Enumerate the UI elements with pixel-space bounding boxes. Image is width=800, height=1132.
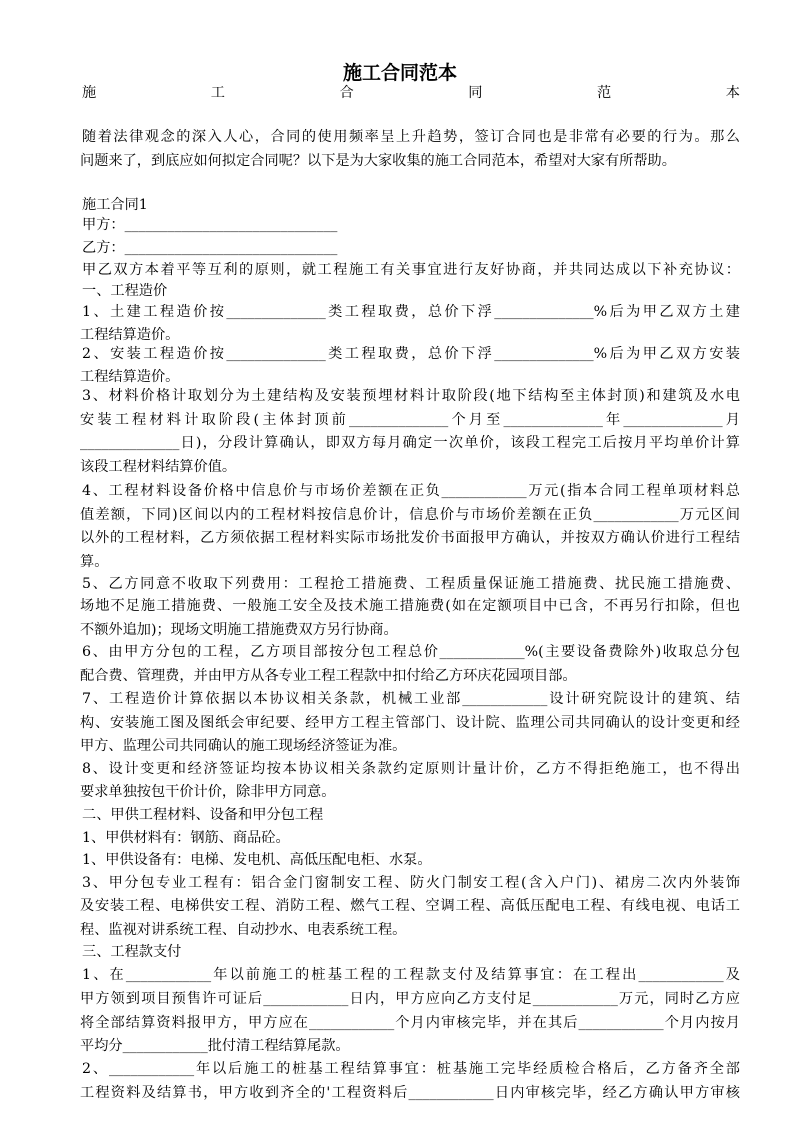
body-line: 乙方：______________________________	[82, 240, 338, 256]
body-line: 三、工程款支付	[82, 944, 182, 960]
body-line: 8、设计变更和经济签证均按本协议相关条款约定原则计量计价，乙方不得拒绝施工，也不得出	[82, 761, 740, 777]
body-line: 一、工程造价	[82, 283, 168, 299]
body-line: 配合费、管理费，并由甲方从各专业工程工程款中扣付给乙方环庆花园项目部。	[80, 668, 577, 684]
body-line: 随着法律观念的深入人心，合同的使用频率呈上升趋势，签订合同也是非常有必要的行为。那么	[82, 129, 740, 145]
body-line: 及安装工程、电梯供安工程、消防工程、燃气工程、空调工程、高低压配电工程、有线电视、电话工	[80, 898, 740, 914]
body-line: 将全部结算资料报甲方，甲方应在____________个月内审核完毕，并在其后____________个月内按月	[80, 1015, 740, 1031]
body-line: 3、甲分包专业工程有：铝合金门窗制安工程、防火门制安工程(含入户门)、裙房二次内外装饰	[82, 875, 740, 891]
body-line: 5、乙方同意不收取下列费用：工程抢工措施费、工程质量保证施工措施费、扰民施工措施费、	[82, 576, 740, 592]
body-line: 工程结算造价。	[80, 369, 180, 385]
body-line: 算。	[80, 554, 109, 570]
body-line: 平均分____________批付清工程结算尾款。	[80, 1038, 350, 1054]
body-line: 1、甲供材料有：钢筋、商品砼。	[82, 830, 290, 846]
body-line: 值差额，下同)区间以内的工程材料按信息价计，信息价与市场价差额在正负____________万元区间	[80, 507, 740, 523]
body-line: 程、监视对讲系统工程、自动抄水、电表系统工程。	[80, 922, 407, 938]
body-line: 7、工程造价计算依据以本协议相关条款，机械工业部____________设计研究院设计的建筑、结	[82, 691, 740, 707]
body-line: 不额外追加)；现场文明施工措施费双方另行协商。	[80, 622, 398, 638]
body-line: 甲方领到项目预售许可证后____________日内，甲方应向乙方支付足____________万元，同时乙方应	[80, 991, 740, 1007]
body-line: 2、____________年以后施工的桩基工程结算事宜：桩基施工完毕经质检合格后，乙方备齐全部	[82, 1061, 740, 1077]
body-line: 甲乙双方本着平等互利的原则，就工程施工有关事宜进行友好协商，并共同达成以下补充协议：	[82, 262, 740, 278]
body-line: 1、土建工程造价按______________类工程取费，总价下浮______________%后为甲乙双方土建	[82, 304, 740, 320]
body-line: 施工合同1	[82, 197, 148, 213]
body-line: 以外的工程材料，乙方须依据工程材料实际市场批发价书面报甲方确认，并按双方确认价进行工程结	[80, 530, 740, 546]
body-line: 该段工程材料结算价值。	[80, 459, 237, 475]
body-line: 要求单独按包干价计价，除非甲方同意。	[80, 784, 336, 800]
body-line: ______________日)，分段计算确认，即双方每月确定一次单价，该段工程完工后按月平均单价计算	[80, 435, 740, 451]
body-line: 工程结算造价。	[80, 327, 180, 343]
document-title: 施工合同范本	[342, 62, 457, 84]
body-line: 1、甲供设备有：电梯、发电机、高低压配电柜、水泵。	[82, 852, 432, 868]
body-line: 问题来了，到底应如何拟定合同呢？以下是为大家收集的施工合同范本，希望对大家有所帮助。	[80, 153, 676, 169]
body-line: 4、工程材料设备价格中信息价与市场价差额在正负____________万元(指本合同工程单项材料总	[82, 483, 740, 499]
body-line: 甲方、监理公司共同确认的施工现场经济签证为准。	[80, 738, 407, 754]
body-line: 2、安装工程造价按______________类工程取费，总价下浮______________%后为甲乙双方安装	[82, 346, 740, 362]
body-line: 安装工程材料计取阶段(主体封顶前______________个月至______________年______________月	[80, 412, 740, 428]
body-line: 构、安装施工图及图纸会审纪要、经甲方工程主管部门、设计院、监理公司共同确认的设计变更和经	[80, 715, 740, 731]
body-line: 二、甲供工程材料、设备和甲分包工程	[82, 807, 324, 823]
body-line: 6、由甲方分包的工程，乙方项目部按分包工程总价____________%(主要设备费除外)收取总分包	[82, 644, 740, 660]
body-line: 施工合同范本	[82, 85, 740, 101]
body-line: 甲方：______________________________	[82, 217, 338, 233]
body-line: 工程资料及结算书，甲方收到齐全的'工程资料后____________日内审核完毕，经乙方确认甲方审核	[80, 1085, 740, 1101]
body-line: 1、在____________年以前施工的桩基工程的工程款支付及结算事宜：在工程出____________及	[82, 967, 740, 983]
body-line: 3、材料价格计取划分为土建结构及安装预埋材料计取阶段(地下结构至主体封顶)和建筑及水电	[82, 388, 740, 404]
body-line: 场地不足施工措施费、一般施工安全及技术施工措施费(如在定额项目中已含，不再另行扣除，但也	[80, 598, 740, 614]
